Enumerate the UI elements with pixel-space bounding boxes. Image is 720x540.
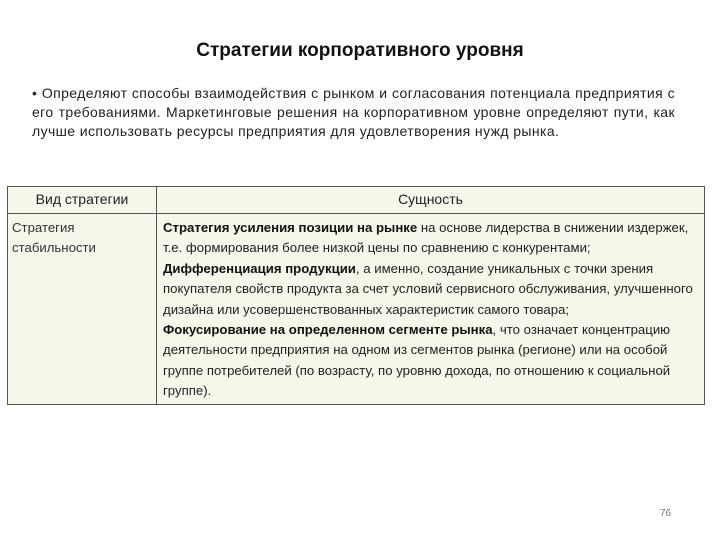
table-row (8, 214, 705, 405)
strategy-type-cell: Стратегия стабильности (8, 214, 157, 405)
slide-title: Стратегии корпоративного уровня (196, 40, 524, 61)
essence-term: Стратегия усиления позиции на рынке (163, 220, 418, 235)
header-essence: Сущность (157, 187, 705, 214)
essence-term: Дифференциация продукции (163, 260, 356, 276)
strategy-essence-cell (157, 214, 705, 405)
page-number: 76 (660, 508, 672, 519)
strategy-table (7, 186, 705, 405)
essence-description: , что означает концентрацию деятельности предприятия на одном из сегментов рынка (регионе) или на особой группе потребителей (по возрасту, по уровню дохода, по отношению к социальной группе). (163, 322, 671, 399)
table-header-row (8, 187, 705, 214)
header-strategy-type: Вид стратегии (8, 187, 157, 214)
intro-paragraph: • Определяют способы взаимодействия с рынком и согласования потенциала предприятия с его требованиями. Маркетинговые решения на корпоративном уровне определяют пути, как лучше использовать ресурсы предприятия для удовлетворения нужд рынка. (32, 85, 675, 139)
essence-paragraph-2 (163, 259, 698, 320)
essence-paragraph-3 (163, 320, 698, 402)
essence-description: на основе лидерства в снижении издержек, т.е. формирования более низкой цены по сравнению с конкурентами; (163, 220, 689, 256)
essence-description: , а именно, создание уникальных с точки зрения покупателя свойств продукта за счет условий сервисного обслуживания, улучшенного дизайна или усовершенствованных характеристик самого товара; (163, 260, 693, 317)
essence-paragraph-1 (163, 218, 698, 259)
essence-term: Фокусирование на определенном сегменте рынка (163, 322, 493, 338)
